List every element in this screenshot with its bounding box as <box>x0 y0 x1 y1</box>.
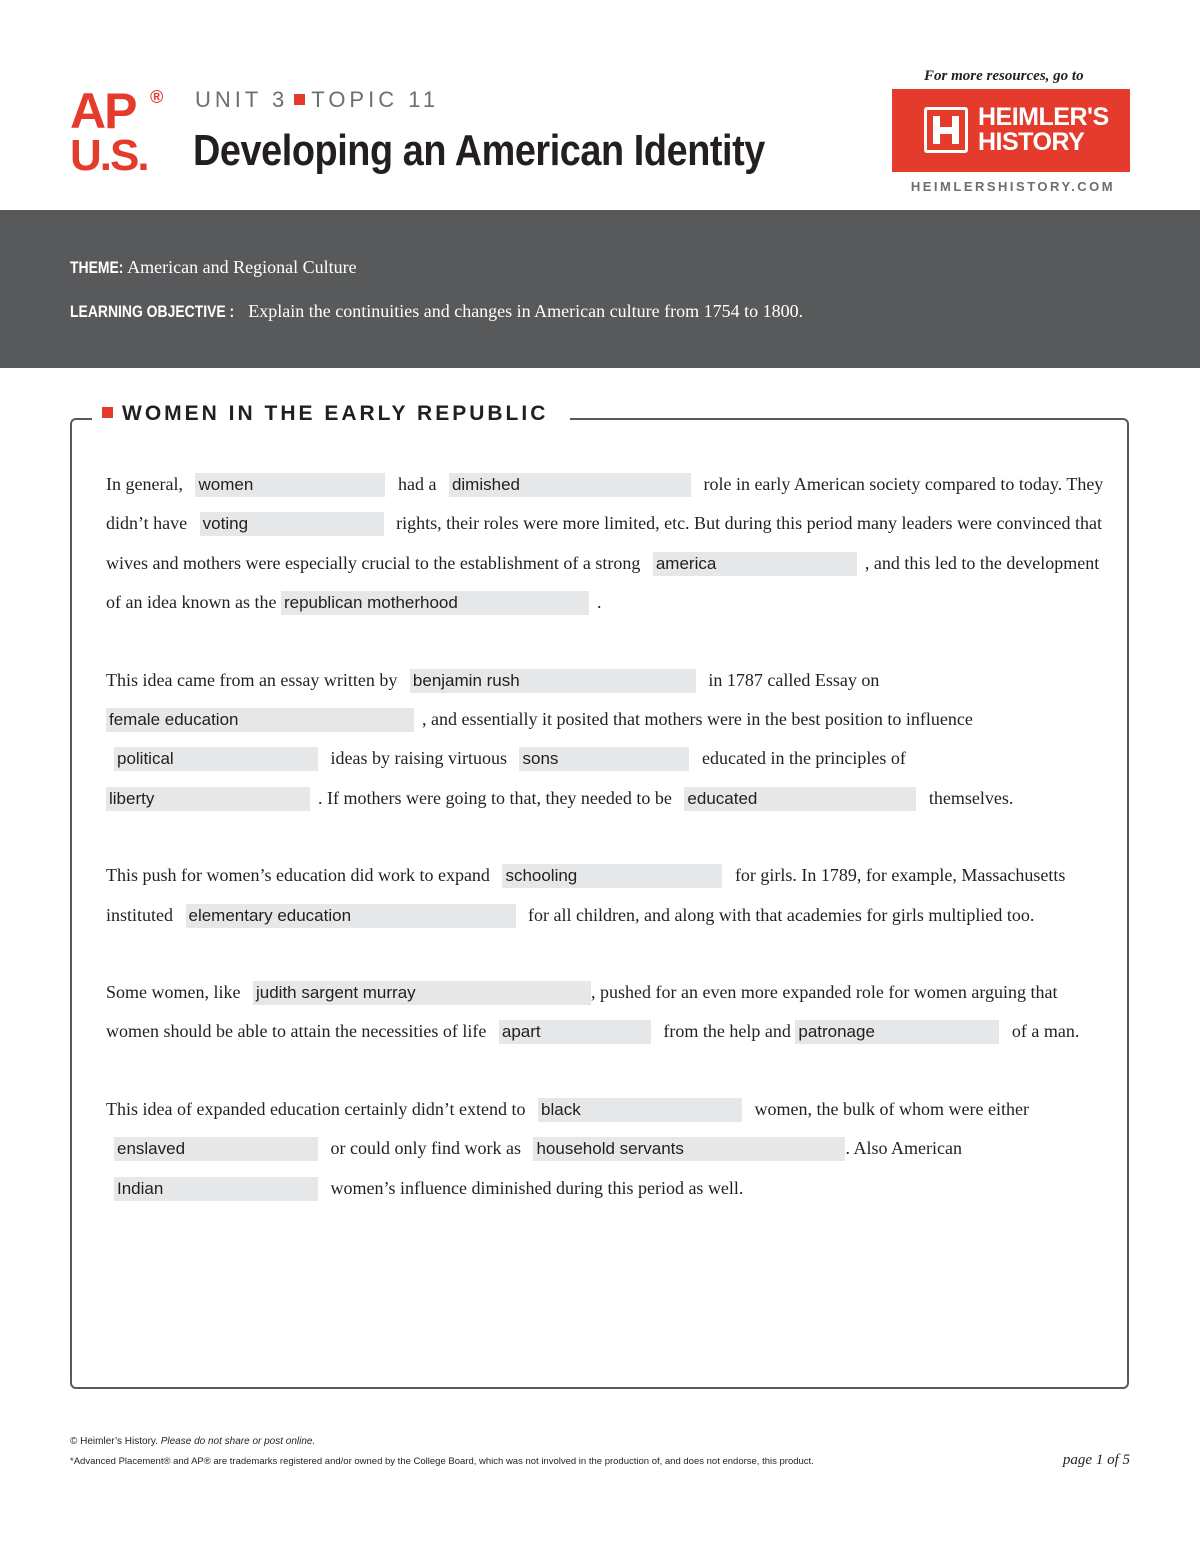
blank-field[interactable]: schooling <box>502 864 722 888</box>
text: women’s influence diminished during this period as well. <box>330 1177 744 1198</box>
topic-label: TOPIC 11 <box>311 87 440 112</box>
paragraph-5 <box>106 1090 1106 1208</box>
objective-value: Explain the continuities and changes in American culture from 1754 to 1800. <box>248 301 804 321</box>
resources-text: For more resources, go to <box>924 68 1084 84</box>
text: . Also American <box>845 1138 962 1159</box>
text: of a man. <box>1011 1021 1080 1042</box>
text: , and this led to the development of an idea known as the <box>106 552 1100 613</box>
copyright-text: © Heimler’s History. <box>70 1436 158 1447</box>
worksheet-content <box>106 465 1106 1246</box>
brand-url-link[interactable]: HEIMLERSHISTORY.COM <box>910 179 1116 194</box>
text: educated in the principles of <box>701 748 906 769</box>
text: rights, their roles were more limited, etc. But during this period many leaders were convinced that wives and mothers were especially crucial to the establishment of a strong <box>106 513 1102 573</box>
text: ideas by raising virtuous <box>330 748 507 769</box>
text: This idea came from an essay written by <box>106 669 398 690</box>
blank-field[interactable]: household servants <box>533 1137 845 1161</box>
section-heading-text: WOMEN IN THE EARLY REPUBLIC <box>122 402 549 425</box>
blank-field[interactable]: benjamin rush <box>410 669 696 693</box>
text: for all children, and along with that academies for girls multiplied too. <box>528 904 1035 925</box>
unit-topic-label <box>195 87 439 113</box>
brand-name <box>978 105 1128 155</box>
heimlers-history-logo[interactable] <box>892 89 1130 172</box>
theme-label: THEME: <box>70 258 124 277</box>
blank-field[interactable]: sons <box>519 747 689 771</box>
text: This idea of expanded education certainly didn’t extend to <box>106 1098 526 1119</box>
brand-line-2: HISTORY <box>978 128 1085 156</box>
blank-field[interactable]: voting <box>200 512 384 536</box>
paragraph-4 <box>106 973 1106 1052</box>
objective-label: LEARNING OBJECTIVE : <box>70 302 235 321</box>
ap-us-logo <box>70 83 162 180</box>
blank-field[interactable]: judith sargent murray <box>253 981 591 1005</box>
text: Some women, like <box>106 982 241 1003</box>
blank-field[interactable]: political <box>114 747 318 771</box>
text: themselves. <box>928 787 1014 808</box>
blank-field[interactable]: elementary education <box>186 904 516 928</box>
paragraph-1 <box>106 465 1106 623</box>
logo-us-text: U.S. <box>70 131 148 180</box>
blank-field[interactable]: liberty <box>106 787 310 811</box>
text: . <box>596 592 602 613</box>
blank-field[interactable]: apart <box>499 1020 651 1044</box>
blank-field[interactable]: Indian <box>114 1177 318 1201</box>
heimler-h-icon <box>924 107 968 153</box>
blank-field[interactable]: educated <box>684 787 916 811</box>
share-notice: Please do not share or post online. <box>160 1436 316 1447</box>
objective-row <box>70 301 803 322</box>
blank-field[interactable]: america <box>653 552 857 576</box>
brand-line-1: HEIMLER'S <box>978 103 1109 131</box>
red-square-bullet-icon <box>102 407 113 418</box>
text: or could only find work as <box>330 1138 521 1159</box>
blank-field[interactable]: black <box>538 1098 742 1122</box>
blank-field[interactable]: dimished <box>449 473 691 497</box>
page-number: page 1 of 5 <box>1062 1452 1130 1468</box>
copyright-notice <box>70 1436 315 1447</box>
blank-field[interactable]: enslaved <box>114 1137 318 1161</box>
theme-value: American and Regional Culture <box>127 257 357 277</box>
section-heading <box>92 402 570 426</box>
text: , and essentially it posited that mothers were in the best position to influence <box>422 709 973 730</box>
blank-field[interactable]: patronage <box>795 1020 999 1044</box>
blank-field[interactable]: female education <box>106 708 414 732</box>
text: , pushed for an even more expanded role for women arguing that women should be able to attain the necessities of life <box>106 982 1058 1042</box>
theme-banner <box>0 210 1200 368</box>
text: This push for women’s education did work to expand <box>106 865 490 886</box>
trademark-notice: *Advanced Placement® and AP® are trademarks registered and/or owned by the College Board, which was not involved in the production of, and does not endorse, this product. <box>70 1456 814 1467</box>
unit-label: UNIT 3 <box>195 87 289 112</box>
text: . If mothers were going to that, they needed to be <box>318 787 672 808</box>
text: in 1787 called Essay on <box>708 669 880 690</box>
text: In general, <box>106 474 183 494</box>
page-title: Developing an American Identity <box>193 126 765 175</box>
red-square-bullet-icon <box>294 94 305 105</box>
text: role in early American society compared to today. They didn’t have <box>106 474 1104 534</box>
text: from the help and <box>663 1021 791 1042</box>
paragraph-3 <box>106 856 1106 935</box>
text: for girls. In 1789, for example, Massachusetts instituted <box>106 865 1066 925</box>
logo-registered-mark: ® <box>150 87 162 107</box>
paragraph-2 <box>106 661 1106 819</box>
theme-row <box>70 257 357 278</box>
blank-field[interactable]: republican motherhood <box>281 591 589 615</box>
blank-field[interactable]: women <box>195 473 385 497</box>
text: had a <box>397 474 437 494</box>
logo-ap-text: AP <box>70 83 136 139</box>
text: women, the bulk of whom were either <box>754 1098 1029 1119</box>
